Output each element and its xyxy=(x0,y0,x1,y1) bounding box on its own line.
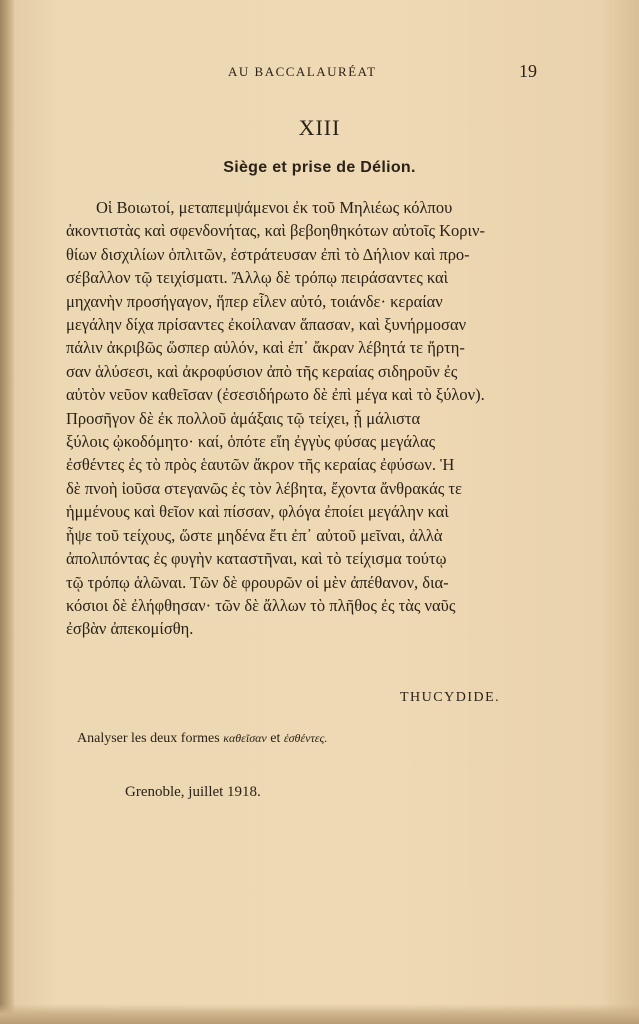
exercise-form-2: ἐσθέντες. xyxy=(283,731,328,745)
passage-line: Οἱ Βοιωτοί, μεταπεμψάμενοι ἐκ τοῦ Μηλιέως κόλπου xyxy=(96,198,453,217)
greek-passage xyxy=(66,196,540,641)
passage-line: θίων δισχιλίων ὁπλιτῶν, ἐστράτευσαν ἐπὶ τὸ Δήλιον καὶ προ- xyxy=(66,244,470,264)
passage-line: τῷ τρόπῳ ἁλῶναι. Τῶν δὲ φρουρῶν οἱ μὲν ἀπέθανον, δια- xyxy=(66,572,449,592)
binding-gutter xyxy=(0,0,14,1024)
passage-line: πάλιν ἀκριβῶς ὥσπερ αὐλόν, καὶ ἐπ᾽ ἄκραν λέβητά τε ἤρτη- xyxy=(66,338,465,358)
passage-line: ἀκοντιστὰς καὶ σφενδονήτας, καὶ βεβοηθηκότων αὐτοῖς Κοριν- xyxy=(66,221,485,241)
exercise-instruction xyxy=(77,731,327,747)
section-title: Siège et prise de Délion. xyxy=(223,159,416,176)
passage-line: μεγάλην δίχα πρίσαντες ἐκοίλαναν ἅπασαν, καὶ ξυνήρμοσαν xyxy=(66,315,467,335)
author-attribution: THUCYDIDE. xyxy=(400,690,501,705)
passage-line: ξύλοις ᾠκοδόμητο· καί, ὁπότε εἴη ἐγγὺς φύσας μεγάλας xyxy=(66,432,436,452)
passage-line: ἧψε τοῦ τείχους, ὥστε μηδένα ἔτι ἐπ᾽ αὐτοῦ μεῖναι, ἀλλὰ xyxy=(66,525,443,545)
passage-line: ἀπολιπόντας ἐς φυγὴν καταστῆναι, καὶ τὸ τείχισμα τούτῳ xyxy=(66,549,447,569)
passage-line: σαν ἁλύσεσι, καὶ ἀκροφύσιον ἀπὸ τῆς κεραίας σιδηροῦν ἐς xyxy=(66,361,458,381)
passage-line: ἐσβὰν ἀπεκομίσθη. xyxy=(66,619,194,639)
exercise-connector: et xyxy=(266,731,284,746)
running-head-title: AU BACCALAURÉAT xyxy=(228,64,377,79)
exercise-form-1: καθεῖσαν xyxy=(223,731,267,745)
passage-line: δὲ πνοὴ ἰοῦσα στεγανῶς ἐς τὸν λέβητα, ἔχοντα ἄνθρακάς τε xyxy=(66,478,462,498)
passage-line: ἡμμένους καὶ θεῖον καὶ πίσσαν, φλόγα ἐποίει μεγάλην καὶ xyxy=(66,502,449,522)
page-bottom-edge xyxy=(0,1004,639,1024)
running-head xyxy=(0,61,639,84)
passage-line: σέβαλλον τῷ τειχίσματι. Ἄλλῳ δὲ τρόπῳ πειράσαντες καὶ xyxy=(66,268,449,288)
passage-line: μηχανὴν προσήγαγον, ἥπερ εἷλεν αὐτό, τοιάνδε· κεραίαν xyxy=(66,291,443,311)
page-number: 19 xyxy=(519,61,537,81)
passage-line: ἐσθέντες ἐς τὸ πρὸς ἑαυτῶν ἄκρον τῆς κεραίας ἐφύσων. Ἡ xyxy=(66,455,455,475)
passage-line: Προσῆγον δὲ ἐκ πολλοῦ ἁμάξαις τῷ τείχει, ᾗ μάλιστα xyxy=(66,408,421,428)
exercise-prefix: Analyser les deux formes xyxy=(77,731,224,746)
passage-line: κόσιοι δὲ ἐλήφθησαν· τῶν δὲ ἄλλων τὸ πλῆθος ἐς τὰς ναῦς xyxy=(66,595,456,615)
section-number: XIII xyxy=(298,115,341,140)
exam-place-date: Grenoble, juillet 1918. xyxy=(125,784,261,800)
passage-line: αὐτὸν νεῦον καθεῖσαν (ἐσεσιδήρωτο δὲ ἐπὶ μέγα καὶ τὸ ξύλον). xyxy=(66,385,485,405)
